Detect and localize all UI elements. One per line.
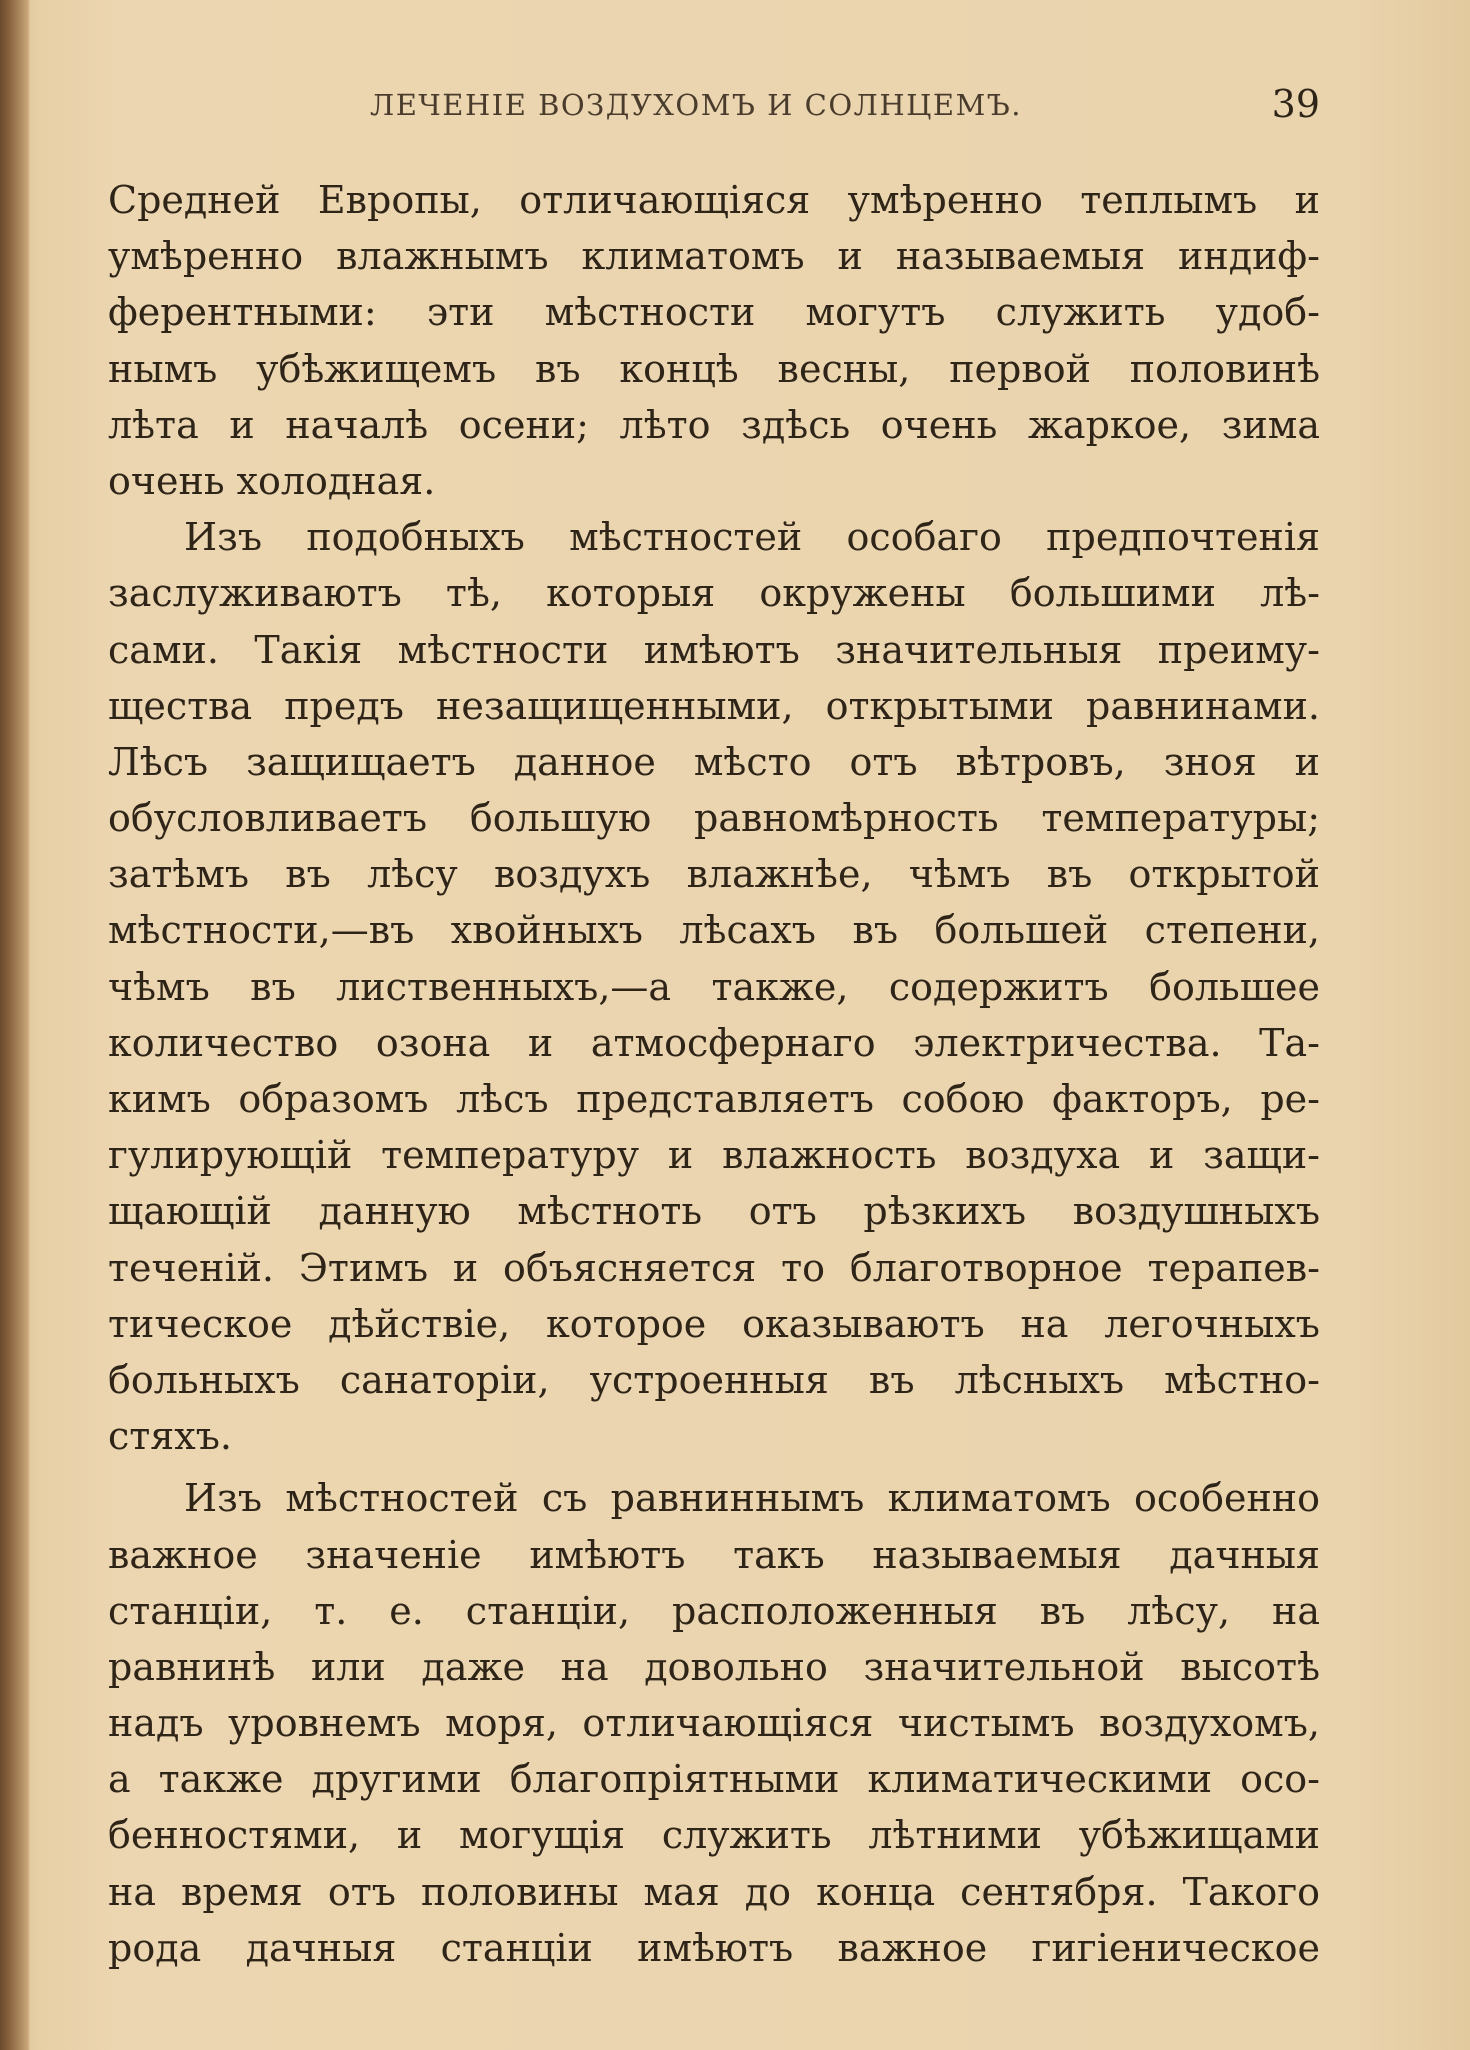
text-line: затѣмъ въ лѣсу воздухъ влажнѣе, чѣмъ въ открытой bbox=[108, 852, 1320, 897]
text-line: щающій данную мѣстноть отъ рѣзкихъ воздушныхъ bbox=[108, 1189, 1320, 1234]
running-title: ЛЕЧЕНІЕ ВОЗДУХОМЪ И СОЛНЦЕМЪ. bbox=[370, 88, 1023, 122]
page-header bbox=[100, 82, 1320, 138]
text-line: бенностями, и могущія служить лѣтними убѣжищами bbox=[108, 1813, 1320, 1858]
paragraph-start-line: Изъ мѣстностей съ равниннымъ климатомъ особенно bbox=[184, 1476, 1320, 1521]
text-line: рода дачныя станціи имѣютъ важное гигіеническое bbox=[108, 1925, 1320, 1970]
text-line: мѣстности,—въ хвойныхъ лѣсахъ въ большей степени, bbox=[108, 908, 1320, 953]
text-line: а также другими благопріятными климатическими осо- bbox=[108, 1757, 1320, 1802]
text-line: очень холодная. bbox=[108, 458, 436, 503]
text-line: тическое дѣйствіе, которое оказываютъ на легочныхъ bbox=[108, 1301, 1320, 1346]
text-line: ферентными: эти мѣстности могутъ служить удоб- bbox=[108, 290, 1320, 335]
text-line: Средней Европы, отличающіяся умѣренно теплымъ и bbox=[108, 178, 1320, 222]
text-line: больныхъ санаторіи, устроенныя въ лѣсныхъ мѣстно- bbox=[108, 1357, 1320, 1402]
text-line: количество озона и атмосфернаго электричества. Та- bbox=[108, 1020, 1320, 1065]
text-line: станціи, т. е. станціи, расположенныя въ лѣсу, на bbox=[108, 1588, 1320, 1633]
text-line: равнинѣ или даже на довольно значительной высотѣ bbox=[108, 1644, 1320, 1689]
text-line: заслуживаютъ тѣ, которыя окружены большими лѣ- bbox=[108, 571, 1320, 616]
text-line: сами. Такія мѣстности имѣютъ значительныя преиму- bbox=[108, 627, 1320, 672]
text-line: надъ уровнемъ моря, отличающіяся чистымъ воздухомъ, bbox=[108, 1701, 1320, 1746]
text-line: Лѣсъ защищаетъ данное мѣсто отъ вѣтровъ, зноя и bbox=[108, 739, 1320, 784]
text-line: стяхъ. bbox=[108, 1414, 232, 1459]
text-line: нымъ убѣжищемъ въ концѣ весны, первой половинѣ bbox=[108, 346, 1320, 391]
text-line: умѣренно влажнымъ климатомъ и называемыя индиф- bbox=[108, 234, 1320, 279]
body-text bbox=[108, 172, 1320, 1976]
paragraph-start-line: Изъ подобныхъ мѣстностей особаго предпочтенія bbox=[184, 515, 1320, 560]
text-line: чѣмъ въ лиственныхъ,—а также, содержитъ большее bbox=[108, 964, 1320, 1009]
text-line: гулирующій температуру и влажность воздуха и защи- bbox=[108, 1133, 1320, 1178]
text-line: на время отъ половины мая до конца сентября. Такого bbox=[108, 1869, 1320, 1914]
text-line: теченій. Этимъ и объясняется то благотворное терапев- bbox=[108, 1245, 1320, 1290]
page-number: 39 bbox=[1271, 82, 1320, 126]
text-line: кимъ образомъ лѣсъ представляетъ собою факторъ, ре- bbox=[108, 1077, 1320, 1121]
text-line: важное значеніе имѣютъ такъ называемыя дачныя bbox=[108, 1532, 1320, 1577]
text-line: обусловливаетъ большую равномѣрность температуры; bbox=[108, 796, 1320, 841]
text-line: щества предъ незащищенными, открытыми равнинами. bbox=[108, 683, 1320, 728]
page-binding-edge bbox=[0, 0, 30, 2050]
text-line: лѣта и началѣ осени; лѣто здѣсь очень жаркое, зима bbox=[108, 402, 1320, 447]
